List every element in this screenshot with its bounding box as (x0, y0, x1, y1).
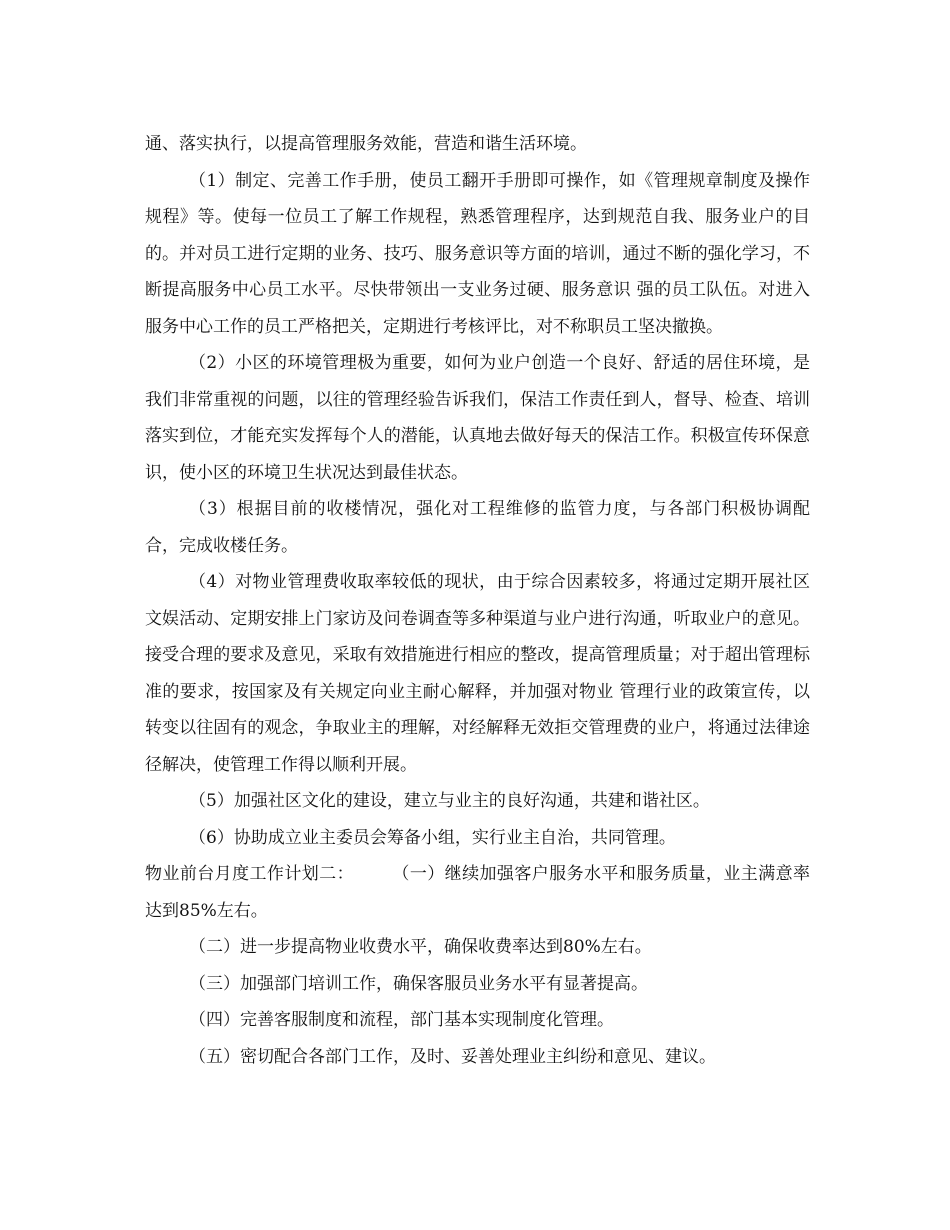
paragraph-item-4: （4）对物业管理费收取率较低的现状，由于综合因素较多，将通过定期开展社区文娱活动、定期安排上门家访及问卷调查等多种渠道与业户进行沟通，听取业户的意见。接受合理的要求及意见，采取有效措施进行相应的整改，提高管理质量；对于超出管理标准的要求，按国家及有关规定向业主耐心解释，并加强对物业 管理行业的政策宣传，以转变以往固有的观念，争取业主的理解，对经解释无效拒交管理费的业户，将通过法律途径解决，使管理工作得以顺利开展。 (145, 572, 810, 775)
paragraph-item-1: （1）制定、完善工作手册，使员工翻开手册即可操作，如《管理规章制度及操作规程》等。使每一位员工了解工作规程，熟悉管理程序，达到规范自我、服务业户的目的。并对员工进行定期的业务、技巧、服务意识等方面的培训，通过不断的强化学习，不断提高服务中心员工水平。尽快带领出一支业务过硬、服务意识 强的员工队伍。对进入服务中心工作的员工严格把关，定期进行考核评比，对不称职员工坚决撤换。 (145, 170, 810, 337)
plan-two-item-3: （三）加强部门培训工作，确保客服员业务水平有显著提高。 (189, 973, 648, 994)
plan-two-heading: 物业前台月度工作计划二： (145, 864, 354, 884)
plan-two-item-4: （四）完善客服制度和流程，部门基本实现制度化管理。 (189, 1010, 614, 1030)
plan-two-item-5: （五）密切配合各部门工作，及时、妥善处理业主纠纷和意见、建议。 (189, 1046, 716, 1067)
paragraph-item-3: （3）根据目前的收楼情况，强化对工程维修的监管力度，与各部门积极协调配合，完成收楼任务。 (145, 499, 810, 556)
paragraph-item-2: （2）小区的环境管理极为重要，如何为业户创造一个良好、舒适的居住环境，是我们非常重视的问题，以往的管理经验告诉我们，保洁工作责任到人，督导、检查、培训落实到位，才能充实发挥每个人的潜能，认真地去做好每天的保洁工作。积极宣传环保意识，使小区的环境卫生状况达到最佳状态。 (145, 353, 810, 483)
paragraph-item-5: （5）加强社区文化的建设，建立与业主的良好沟通，共建和谐社区。 (189, 791, 710, 811)
paragraph-item-6: （6）协助成立业主委员会筹备小组，实行业主自治，共同管理。 (189, 827, 676, 848)
document-body (145, 126, 810, 1075)
plan-two-item-2: （二）进一步提高物业收费水平，确保收费率达到80%左右。 (189, 937, 652, 957)
plan-two-paragraph (145, 856, 810, 929)
plan-two-item-1: （一）继续加强客户服务水平和服务质量，业主满意率达到85%左右。 (145, 864, 810, 921)
paragraph-intro-continuation: 通、落实执行，以提高管理服务效能，营造和谐生活环境。 (145, 134, 587, 154)
